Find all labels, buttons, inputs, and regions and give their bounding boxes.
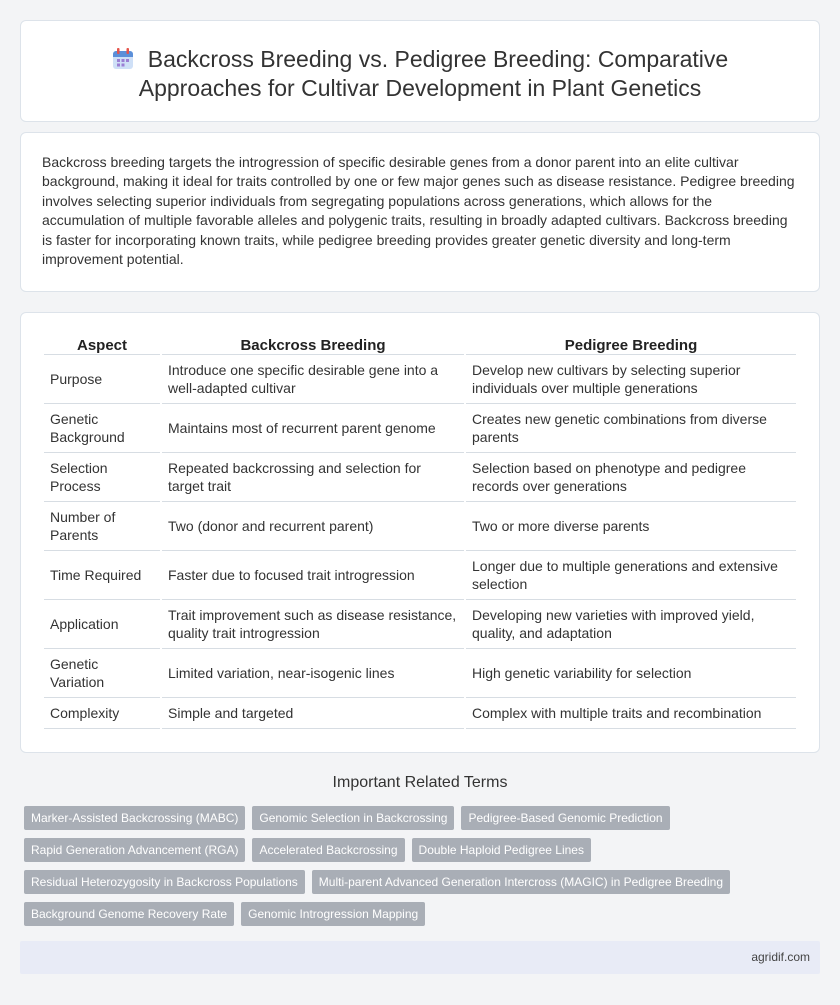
cell-aspect: Genetic Background — [44, 404, 160, 453]
cell-aspect: Number of Parents — [44, 502, 160, 551]
cell-backcross: Repeated backcrossing and selection for target trait — [162, 453, 464, 502]
cell-aspect: Application — [44, 600, 160, 649]
title-card — [20, 20, 820, 122]
cell-pedigree: High genetic variability for selection — [466, 649, 796, 698]
related-term-tag[interactable]: Residual Heterozygosity in Backcross Populations — [24, 870, 305, 894]
related-term-tag[interactable]: Multi-parent Advanced Generation Intercross (MAGIC) in Pedigree Breeding — [312, 870, 730, 894]
page-title-text: Backcross Breeding vs. Pedigree Breeding: Comparative Approaches for Cultivar Development in Plant Genetics — [138, 46, 729, 101]
cell-pedigree: Creates new genetic combinations from diverse parents — [466, 404, 796, 453]
cell-backcross: Two (donor and recurrent parent) — [162, 502, 464, 551]
cell-backcross: Faster due to focused trait introgression — [162, 551, 464, 600]
header-aspect: Aspect — [44, 333, 160, 355]
cell-aspect: Complexity — [44, 698, 160, 729]
table-row — [44, 502, 796, 551]
cell-pedigree: Two or more diverse parents — [466, 502, 796, 551]
table-row — [44, 600, 796, 649]
related-term-tag[interactable]: Double Haploid Pedigree Lines — [412, 838, 591, 862]
table-row — [44, 453, 796, 502]
cell-pedigree: Longer due to multiple generations and extensive selection — [466, 551, 796, 600]
table-row — [44, 404, 796, 453]
cell-backcross: Simple and targeted — [162, 698, 464, 729]
cell-pedigree: Develop new cultivars by selecting superior individuals over multiple generations — [466, 355, 796, 404]
header-pedigree: Pedigree Breeding — [466, 333, 796, 355]
comparison-table — [42, 333, 798, 729]
related-terms-tags — [24, 806, 824, 926]
table-header-row — [44, 333, 796, 355]
footer-site-link[interactable]: agridif.com — [751, 950, 810, 964]
cell-backcross: Introduce one specific desirable gene into a well-adapted cultivar — [162, 355, 464, 404]
table-row — [44, 551, 796, 600]
cell-pedigree: Developing new varieties with improved yield, quality, and adaptation — [466, 600, 796, 649]
related-term-tag[interactable]: Background Genome Recovery Rate — [24, 902, 234, 926]
header-backcross: Backcross Breeding — [162, 333, 464, 355]
cell-pedigree: Selection based on phenotype and pedigree records over generations — [466, 453, 796, 502]
cell-aspect: Purpose — [44, 355, 160, 404]
related-term-tag[interactable]: Rapid Generation Advancement (RGA) — [24, 838, 245, 862]
cell-backcross: Maintains most of recurrent parent genome — [162, 404, 464, 453]
table-row — [44, 355, 796, 404]
calendar-icon — [112, 48, 134, 70]
comparison-card — [20, 312, 820, 753]
intro-paragraph: Backcross breeding targets the introgression of specific desirable genes from a donor parent into an elite cultivar background, making it ideal for traits controlled by one or few major genes such as disease resistance. Pedigree breeding involves selecting superior individuals from segregating populations across generations, which allows for the accumulation of multiple favorable alleles and polygenic traits, resulting in broadly adapted cultivars. Backcross breeding is faster for incorporating known traits, while pedigree breeding provides greater genetic diversity and long-term improvement potential. — [42, 154, 795, 268]
cell-aspect: Selection Process — [44, 453, 160, 502]
related-terms-title: Important Related Terms — [332, 774, 508, 791]
related-term-tag[interactable]: Genomic Selection in Backcrossing — [252, 806, 454, 830]
related-term-tag[interactable]: Marker-Assisted Backcrossing (MABC) — [24, 806, 245, 830]
related-term-tag[interactable]: Genomic Introgression Mapping — [241, 902, 425, 926]
table-row — [44, 698, 796, 729]
table-row — [44, 649, 796, 698]
related-term-tag[interactable]: Pedigree-Based Genomic Prediction — [461, 806, 669, 830]
related-term-tag[interactable]: Accelerated Backcrossing — [252, 838, 404, 862]
cell-backcross: Limited variation, near-isogenic lines — [162, 649, 464, 698]
cell-backcross: Trait improvement such as disease resistance, quality trait introgression — [162, 600, 464, 649]
footer — [20, 941, 820, 974]
cell-aspect: Time Required — [44, 551, 160, 600]
cell-pedigree: Complex with multiple traits and recombination — [466, 698, 796, 729]
cell-aspect: Genetic Variation — [44, 649, 160, 698]
page-title — [21, 45, 819, 103]
intro-card — [20, 132, 820, 292]
